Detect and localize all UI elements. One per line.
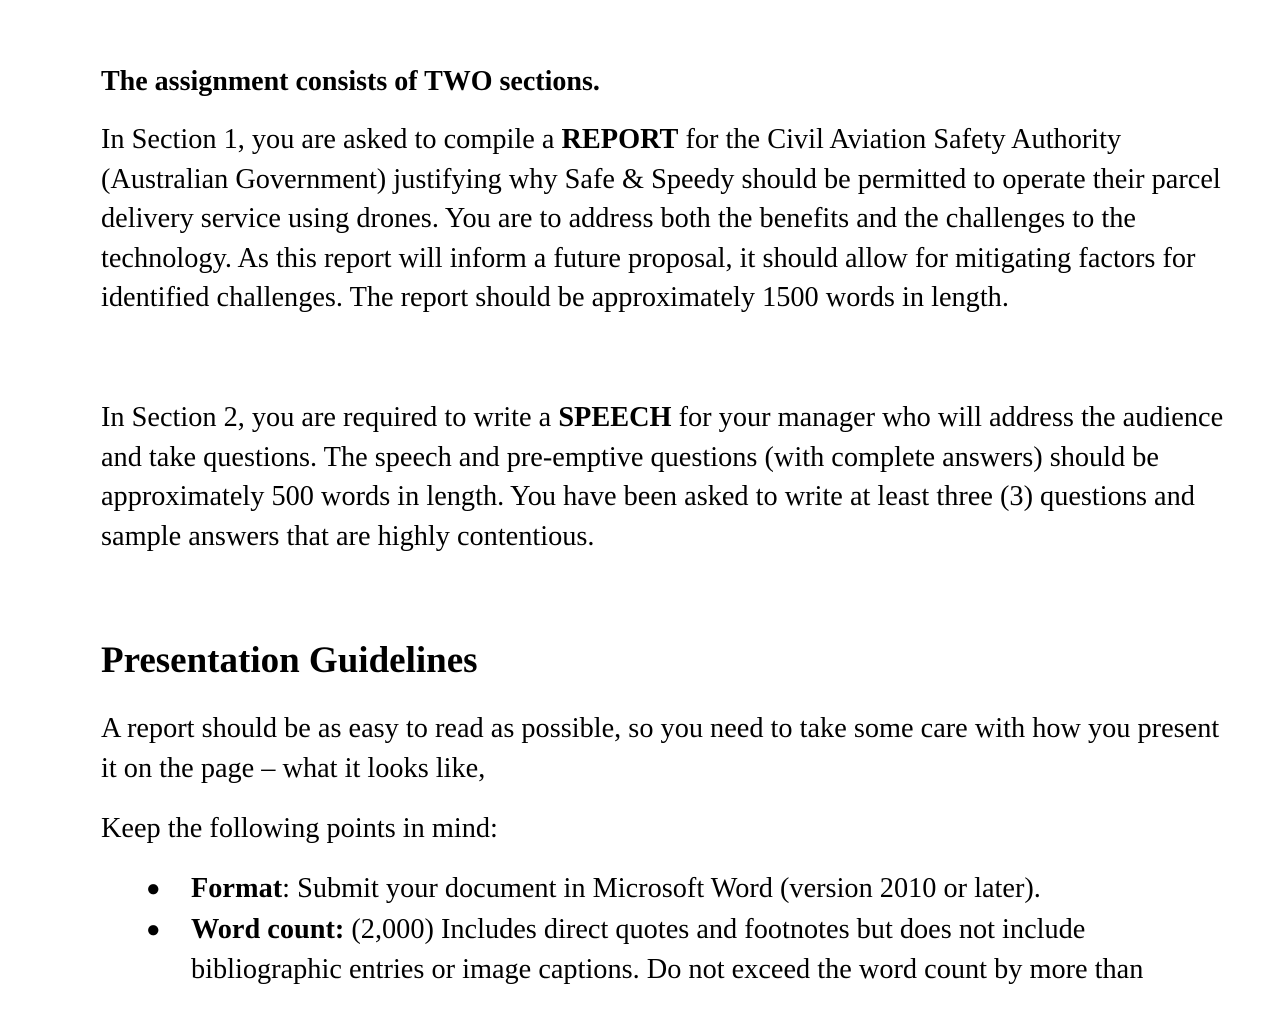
section1-report-keyword: REPORT <box>561 124 679 155</box>
guidelines-bullet-list <box>101 869 1231 991</box>
section2-text-after: for your manager who will address the audience and take questions. The speech and pre-emptive questions (with complete answers) should be approximately 500 words in length. You have been asked to write at least three (3) questions and sample answers that are highly contentious. <box>101 402 1224 552</box>
bullet-label: Word count: <box>191 914 345 945</box>
section1-paragraph <box>101 120 1231 318</box>
list-item <box>101 910 1231 990</box>
bullet-label: Format <box>191 873 283 904</box>
section1-text-before: In Section 1, you are asked to compile a <box>101 124 562 155</box>
section2-text-before: In Section 2, you are required to write a <box>101 402 559 433</box>
list-item <box>101 869 1231 909</box>
presentation-paragraph: A report should be as easy to read as possible, so you need to take some care with how you present it on the page – what it looks like, <box>101 713 1220 784</box>
assignment-intro-heading: The assignment consists of TWO sections. <box>101 66 600 97</box>
bullet-icon: ● <box>146 876 161 902</box>
bullet-text: (2,000) Includes direct quotes and footnotes but does not include bibliographic entries or image captions. Do not exceed the word count by more than <box>191 914 1144 985</box>
bullet-text: : Submit your document in Microsoft Word (version 2010 or later). <box>282 873 1041 904</box>
section1-text-after: for the Civil Aviation Safety Authority (Australian Government) justifying why Safe & Speedy should be permitted to operate their parcel delivery service using drones. You are to address both the benefits and the challenges to the technology. As this report will inform a future proposal, it should allow for mitigating factors for identified challenges. The report should be approximately 1500 words in length. <box>101 124 1221 313</box>
presentation-guidelines-heading: Presentation Guidelines <box>101 640 478 681</box>
section2-speech-keyword: SPEECH <box>558 402 672 433</box>
keep-in-mind-paragraph: Keep the following points in mind: <box>101 813 498 844</box>
section2-paragraph <box>101 398 1231 556</box>
bullet-icon: ● <box>146 917 161 943</box>
